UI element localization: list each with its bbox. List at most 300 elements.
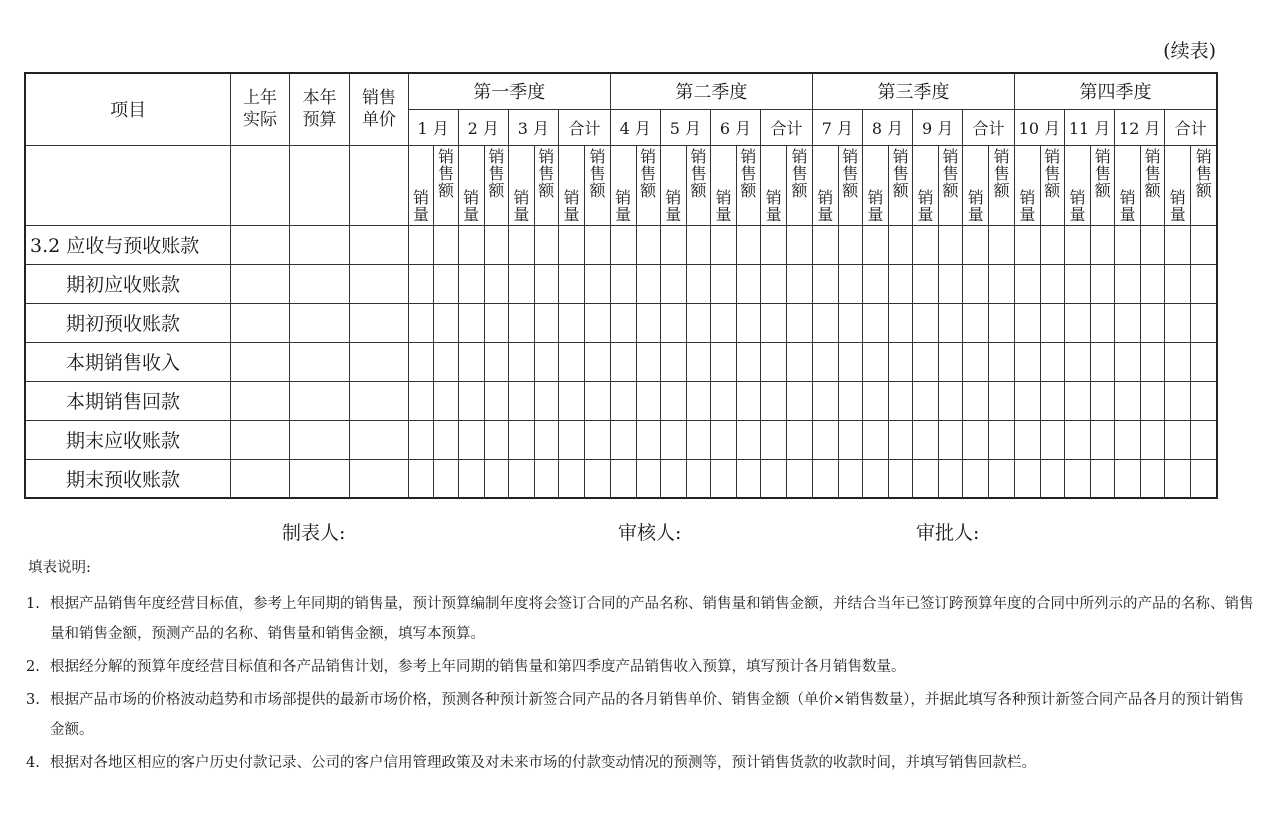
table-cell[interactable] [660, 342, 686, 381]
table-cell[interactable] [963, 225, 989, 264]
table-cell[interactable] [1165, 381, 1191, 420]
table-cell[interactable] [289, 420, 350, 459]
table-cell[interactable] [1091, 264, 1115, 303]
table-cell[interactable] [558, 342, 584, 381]
table-cell[interactable] [1064, 225, 1090, 264]
table-cell[interactable] [711, 303, 737, 342]
table-cell[interactable] [458, 225, 484, 264]
table-cell[interactable] [231, 342, 289, 381]
col-header-unit-price: 销售 单价 [350, 73, 408, 145]
table-cell[interactable] [913, 459, 939, 498]
table-cell[interactable] [1115, 381, 1141, 420]
sub-header-amount: 销 售 额 [889, 145, 913, 225]
table-cell[interactable] [1191, 225, 1217, 264]
sub-header-amount: 销 售 额 [787, 145, 813, 225]
table-cell[interactable] [760, 420, 786, 459]
table-cell[interactable] [989, 225, 1015, 264]
table-cell[interactable] [408, 459, 434, 498]
table-cell[interactable] [408, 303, 434, 342]
table-cell[interactable] [434, 342, 458, 381]
table-cell[interactable] [838, 225, 862, 264]
table-cell[interactable] [408, 381, 434, 420]
table-cell[interactable] [558, 303, 584, 342]
table-cell[interactable] [636, 459, 660, 498]
month-header: 合计 [760, 109, 812, 145]
table-cell[interactable] [458, 420, 484, 459]
table-cell[interactable] [812, 225, 838, 264]
table-cell[interactable] [760, 264, 786, 303]
table-cell[interactable] [458, 264, 484, 303]
table-cell[interactable] [350, 342, 408, 381]
table-cell[interactable] [963, 264, 989, 303]
table-cell[interactable] [938, 381, 962, 420]
sub-header-qty: 销 量 [913, 145, 939, 225]
instruction-text: 根据产品市场的价格波动趋势和市场部提供的最新市场价格，预测各种预计新签合同产品的各月销售单价、销售金额（单价×销售数量），并据此填写各种预计新签合同产品各月的预计销售金额。 [50, 692, 1244, 738]
table-cell[interactable] [938, 225, 962, 264]
table-cell[interactable] [636, 303, 660, 342]
quarter-header-1: 第一季度 [408, 73, 610, 109]
table-cell[interactable] [686, 381, 710, 420]
continued-label: (续表) [1163, 40, 1216, 62]
table-cell[interactable] [711, 225, 737, 264]
table-cell[interactable] [1191, 264, 1217, 303]
table-cell[interactable] [1115, 342, 1141, 381]
table-cell[interactable] [862, 303, 888, 342]
table-cell[interactable] [434, 420, 458, 459]
table-cell[interactable] [686, 225, 710, 264]
table-cell[interactable] [1141, 225, 1165, 264]
table-cell[interactable] [1064, 264, 1090, 303]
table-cell[interactable] [1165, 303, 1191, 342]
sub-header-qty: 销 量 [408, 145, 434, 225]
table-cell[interactable] [1064, 342, 1090, 381]
quarter-header-4: 第四季度 [1015, 73, 1217, 109]
table-cell[interactable] [434, 381, 458, 420]
table-cell[interactable] [1015, 459, 1041, 498]
table-cell[interactable] [711, 342, 737, 381]
table-cell[interactable] [989, 420, 1015, 459]
table-cell[interactable] [889, 303, 913, 342]
table-cell[interactable] [787, 303, 813, 342]
table-cell[interactable] [1141, 303, 1165, 342]
table-cell[interactable] [913, 303, 939, 342]
table-cell[interactable] [1064, 420, 1090, 459]
table-cell[interactable] [1091, 459, 1115, 498]
table-cell[interactable] [636, 420, 660, 459]
table-cell[interactable] [989, 303, 1015, 342]
table-cell[interactable] [862, 381, 888, 420]
table-cell[interactable] [1091, 225, 1115, 264]
table-cell[interactable] [889, 225, 913, 264]
table-cell[interactable] [534, 342, 558, 381]
table-cell[interactable] [1141, 381, 1165, 420]
table-cell[interactable] [1040, 264, 1064, 303]
blank-header-cell [25, 145, 231, 225]
table-cell[interactable] [1115, 225, 1141, 264]
table-cell[interactable] [585, 225, 611, 264]
table-cell[interactable] [711, 420, 737, 459]
table-cell[interactable] [289, 225, 350, 264]
table-cell[interactable] [660, 381, 686, 420]
instruction-item [26, 748, 1256, 778]
table-cell[interactable] [1141, 420, 1165, 459]
table-cell[interactable] [636, 342, 660, 381]
table-cell[interactable] [508, 225, 534, 264]
table-cell[interactable] [1091, 303, 1115, 342]
table-cell[interactable] [1064, 459, 1090, 498]
table-cell[interactable] [408, 342, 434, 381]
table-cell[interactable] [534, 225, 558, 264]
table-cell[interactable] [350, 459, 408, 498]
month-header: 10 月 [1015, 109, 1065, 145]
table-cell[interactable] [1064, 381, 1090, 420]
table-cell[interactable] [660, 225, 686, 264]
table-cell[interactable] [484, 225, 508, 264]
table-cell[interactable] [760, 342, 786, 381]
table-cell[interactable] [408, 264, 434, 303]
table-cell[interactable] [534, 459, 558, 498]
table-cell[interactable] [434, 225, 458, 264]
table-cell[interactable] [1015, 225, 1041, 264]
table-cell[interactable] [585, 420, 611, 459]
sub-header-amount: 销 售 额 [1191, 145, 1217, 225]
table-cell[interactable] [1040, 459, 1064, 498]
table-row [25, 342, 1217, 381]
month-header: 2 月 [458, 109, 508, 145]
table-cell[interactable] [1165, 459, 1191, 498]
instruction-item [26, 589, 1256, 649]
instruction-item [26, 652, 1256, 682]
table-cell[interactable] [1141, 459, 1165, 498]
table-cell[interactable] [1191, 342, 1217, 381]
table-cell[interactable] [1191, 381, 1217, 420]
table-cell[interactable] [585, 264, 611, 303]
table-cell[interactable] [889, 420, 913, 459]
table-cell[interactable] [686, 342, 710, 381]
table-cell[interactable] [289, 459, 350, 498]
table-cell[interactable] [736, 381, 760, 420]
table-cell[interactable] [1091, 420, 1115, 459]
table-cell[interactable] [636, 264, 660, 303]
col-header-item: 项目 [25, 73, 231, 145]
sub-header-amount: 销 售 额 [1040, 145, 1064, 225]
table-cell[interactable] [231, 381, 289, 420]
sub-header-amount: 销 售 额 [585, 145, 611, 225]
table-cell[interactable] [938, 420, 962, 459]
table-row [25, 303, 1217, 342]
table-cell[interactable] [963, 342, 989, 381]
table-cell[interactable] [760, 303, 786, 342]
table-cell[interactable] [736, 264, 760, 303]
table-cell[interactable] [838, 381, 862, 420]
table-cell[interactable] [350, 225, 408, 264]
sub-header-qty: 销 量 [660, 145, 686, 225]
col-header-last-year: 上年 实际 [231, 73, 289, 145]
table-cell[interactable] [1165, 420, 1191, 459]
table-cell[interactable] [938, 342, 962, 381]
table-cell[interactable] [408, 420, 434, 459]
table-cell[interactable] [686, 459, 710, 498]
month-header: 6 月 [711, 109, 761, 145]
sub-header-qty: 销 量 [862, 145, 888, 225]
row-label: 期初预收账款 [25, 303, 231, 342]
table-cell[interactable] [508, 303, 534, 342]
table-cell[interactable] [913, 225, 939, 264]
table-cell[interactable] [787, 381, 813, 420]
quarter-header-3: 第三季度 [812, 73, 1014, 109]
table-cell[interactable] [289, 303, 350, 342]
table-cell[interactable] [889, 381, 913, 420]
table-cell[interactable] [862, 264, 888, 303]
sub-header-qty: 销 量 [812, 145, 838, 225]
table-cell[interactable] [686, 303, 710, 342]
table-row [25, 381, 1217, 420]
table-cell[interactable] [508, 459, 534, 498]
table-cell[interactable] [458, 381, 484, 420]
table-cell[interactable] [289, 381, 350, 420]
table-row [25, 459, 1217, 498]
month-header: 8 月 [862, 109, 912, 145]
table-cell[interactable] [862, 225, 888, 264]
table-cell[interactable] [889, 264, 913, 303]
table-cell[interactable] [610, 420, 636, 459]
month-header: 1 月 [408, 109, 458, 145]
table-cell[interactable] [989, 264, 1015, 303]
table-cell[interactable] [289, 342, 350, 381]
table-cell[interactable] [812, 459, 838, 498]
month-header: 4 月 [610, 109, 660, 145]
row-label: 本期销售收入 [25, 342, 231, 381]
table-cell[interactable] [458, 459, 484, 498]
table-cell[interactable] [989, 381, 1015, 420]
table-cell[interactable] [963, 459, 989, 498]
table-cell[interactable] [1040, 225, 1064, 264]
table-cell[interactable] [484, 459, 508, 498]
table-cell[interactable] [787, 264, 813, 303]
col-header-this-budget: 本年 预算 [289, 73, 350, 145]
table-cell[interactable] [534, 420, 558, 459]
table-cell[interactable] [610, 264, 636, 303]
table-cell[interactable] [1040, 381, 1064, 420]
table-cell[interactable] [1191, 420, 1217, 459]
table-cell[interactable] [1165, 264, 1191, 303]
table-cell[interactable] [434, 459, 458, 498]
table-cell[interactable] [760, 225, 786, 264]
table-cell[interactable] [963, 420, 989, 459]
row-label: 本期销售回款 [25, 381, 231, 420]
table-cell[interactable] [711, 459, 737, 498]
table-cell[interactable] [736, 303, 760, 342]
table-cell[interactable] [989, 342, 1015, 381]
month-header: 9 月 [913, 109, 963, 145]
table-cell[interactable] [1115, 264, 1141, 303]
table-cell[interactable] [913, 342, 939, 381]
table-cell[interactable] [660, 303, 686, 342]
table-cell[interactable] [963, 303, 989, 342]
table-cell[interactable] [1040, 303, 1064, 342]
table-cell[interactable] [1015, 303, 1041, 342]
table-cell[interactable] [558, 264, 584, 303]
table-cell[interactable] [711, 264, 737, 303]
table-cell[interactable] [434, 264, 458, 303]
table-cell[interactable] [938, 264, 962, 303]
table-cell[interactable] [231, 303, 289, 342]
table-cell[interactable] [812, 420, 838, 459]
table-cell[interactable] [787, 225, 813, 264]
table-cell[interactable] [484, 303, 508, 342]
table-cell[interactable] [938, 459, 962, 498]
table-cell[interactable] [408, 225, 434, 264]
table-cell[interactable] [660, 264, 686, 303]
table-cell[interactable] [636, 225, 660, 264]
table-cell[interactable] [610, 225, 636, 264]
table-cell[interactable] [1064, 303, 1090, 342]
table-cell[interactable] [913, 381, 939, 420]
table-cell[interactable] [1015, 342, 1041, 381]
table-cell[interactable] [1165, 342, 1191, 381]
table-cell[interactable] [1040, 420, 1064, 459]
sub-header-qty: 销 量 [458, 145, 484, 225]
blank-header-cell [289, 145, 350, 225]
instructions-title: 填表说明: [28, 560, 91, 576]
table-cell[interactable] [585, 381, 611, 420]
sub-header-qty: 销 量 [508, 145, 534, 225]
signature-line [0, 518, 1268, 544]
table-cell[interactable] [636, 381, 660, 420]
table-cell[interactable] [558, 420, 584, 459]
table-cell[interactable] [889, 342, 913, 381]
sub-header-qty: 销 量 [1115, 145, 1141, 225]
table-cell[interactable] [736, 420, 760, 459]
table-cell[interactable] [736, 225, 760, 264]
table-cell[interactable] [1015, 420, 1041, 459]
table-cell[interactable] [558, 459, 584, 498]
table-cell[interactable] [558, 225, 584, 264]
table-cell[interactable] [1040, 342, 1064, 381]
table-cell[interactable] [350, 420, 408, 459]
table-cell[interactable] [787, 420, 813, 459]
table-cell[interactable] [787, 342, 813, 381]
table-cell[interactable] [1115, 420, 1141, 459]
table-cell[interactable] [660, 420, 686, 459]
budget-table-container [24, 72, 1218, 499]
table-cell[interactable] [585, 303, 611, 342]
table-cell[interactable] [231, 225, 289, 264]
table-cell[interactable] [660, 459, 686, 498]
table-cell[interactable] [736, 342, 760, 381]
sub-header-qty: 销 量 [610, 145, 636, 225]
table-cell[interactable] [686, 264, 710, 303]
table-cell[interactable] [610, 381, 636, 420]
instructions-list [26, 589, 1256, 778]
table-cell[interactable] [231, 264, 289, 303]
month-header: 12 月 [1115, 109, 1165, 145]
table-cell[interactable] [1091, 381, 1115, 420]
month-header: 11 月 [1064, 109, 1114, 145]
table-cell[interactable] [812, 303, 838, 342]
table-cell[interactable] [838, 303, 862, 342]
table-cell[interactable] [1191, 303, 1217, 342]
table-cell[interactable] [1115, 303, 1141, 342]
table-cell[interactable] [458, 342, 484, 381]
table-cell[interactable] [760, 381, 786, 420]
table-cell[interactable] [812, 264, 838, 303]
table-cell[interactable] [534, 303, 558, 342]
table-cell[interactable] [484, 342, 508, 381]
table-cell[interactable] [736, 459, 760, 498]
table-cell[interactable] [289, 264, 350, 303]
table-cell[interactable] [711, 381, 737, 420]
table-cell[interactable] [1191, 459, 1217, 498]
table-cell[interactable] [231, 459, 289, 498]
table-cell[interactable] [350, 264, 408, 303]
table-cell[interactable] [508, 264, 534, 303]
table-cell[interactable] [458, 303, 484, 342]
table-cell[interactable] [963, 381, 989, 420]
table-cell[interactable] [1141, 342, 1165, 381]
table-cell[interactable] [760, 459, 786, 498]
table-cell[interactable] [862, 459, 888, 498]
table-cell[interactable] [913, 420, 939, 459]
table-cell[interactable] [585, 342, 611, 381]
table-cell[interactable] [1091, 342, 1115, 381]
table-cell[interactable] [838, 342, 862, 381]
table-cell[interactable] [913, 264, 939, 303]
table-cell[interactable] [862, 342, 888, 381]
table-cell[interactable] [812, 381, 838, 420]
table-cell[interactable] [1141, 264, 1165, 303]
sub-header-amount: 销 售 额 [434, 145, 458, 225]
sub-header-amount: 销 售 额 [938, 145, 962, 225]
table-cell[interactable] [484, 381, 508, 420]
table-cell[interactable] [889, 459, 913, 498]
table-cell[interactable] [610, 303, 636, 342]
table-cell[interactable] [508, 420, 534, 459]
table-cell[interactable] [1115, 459, 1141, 498]
table-cell[interactable] [938, 303, 962, 342]
table-cell[interactable] [484, 264, 508, 303]
table-cell[interactable] [508, 381, 534, 420]
table-cell[interactable] [534, 264, 558, 303]
sub-header-amount: 销 售 额 [636, 145, 660, 225]
table-cell[interactable] [434, 303, 458, 342]
table-cell[interactable] [1165, 225, 1191, 264]
table-cell[interactable] [686, 420, 710, 459]
table-cell[interactable] [838, 420, 862, 459]
table-cell[interactable] [484, 420, 508, 459]
table-cell[interactable] [350, 381, 408, 420]
table-cell[interactable] [838, 264, 862, 303]
table-cell[interactable] [1015, 381, 1041, 420]
table-cell[interactable] [610, 459, 636, 498]
table-cell[interactable] [862, 420, 888, 459]
table-cell[interactable] [508, 342, 534, 381]
table-cell[interactable] [787, 459, 813, 498]
table-cell[interactable] [610, 342, 636, 381]
table-cell[interactable] [838, 459, 862, 498]
instruction-number: 2. [26, 659, 40, 675]
table-cell[interactable] [1015, 264, 1041, 303]
table-cell[interactable] [558, 381, 584, 420]
header-row-quarters [25, 73, 1217, 109]
budget-table [24, 72, 1218, 499]
table-cell[interactable] [231, 420, 289, 459]
table-cell[interactable] [534, 381, 558, 420]
table-cell[interactable] [989, 459, 1015, 498]
table-cell[interactable] [812, 342, 838, 381]
table-cell[interactable] [585, 459, 611, 498]
table-cell[interactable] [350, 303, 408, 342]
